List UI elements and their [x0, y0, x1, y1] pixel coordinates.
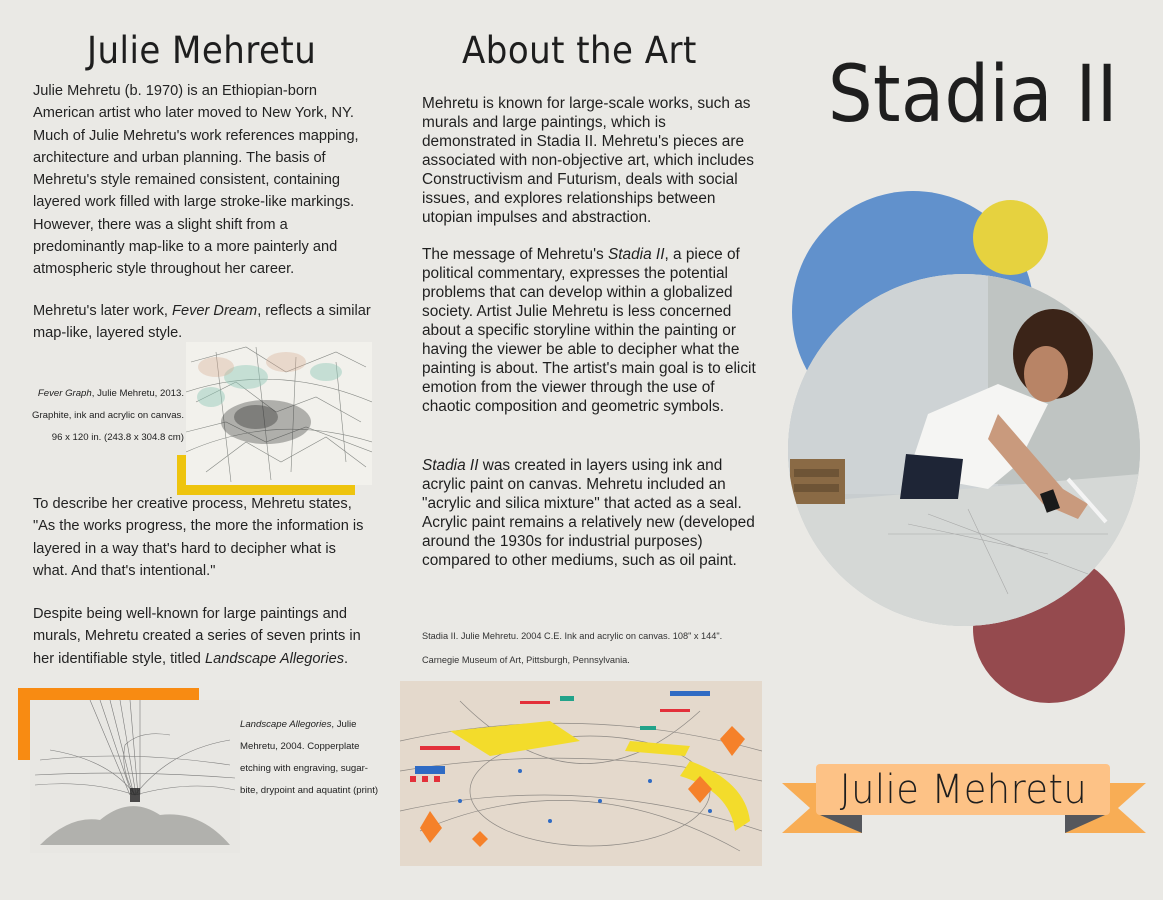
text: Stadia II. Julie Mehretu. 2004 C.E. Ink and acrylic on canvas. 108" x 144". [422, 631, 723, 641]
quote-paragraph: To describe her creative process, Mehretu states, "As the works progress, the more the information is layered in a way that's hard to decipher what is what. And that's intentional." [33, 496, 364, 579]
orange-bracket-top [18, 688, 199, 700]
about-paragraph-1: Mehretu is known for large-scale works, such as murals and large paintings, which is demonstrated in Stadia II. Mehretu's pieces are associated with non-objective art, which includes Constructivism and Futurism, deals with social issues, and explores relationships between utopian impulses and abstraction. [422, 95, 754, 226]
text: Mehretu's later work, [33, 303, 173, 319]
prints-paragraph [33, 603, 373, 670]
artwork-title: Landscape Allegories [240, 719, 332, 730]
artist-photo [788, 274, 1140, 626]
text: , Julie Mehretu, 2004. Copperplate etching with engraving, sugar-bite, drypoint and aquatint (print) [240, 719, 379, 796]
text: , reflects a similar map-like, layered style. [33, 303, 371, 342]
landscape-allegories-image [30, 700, 240, 853]
text: Despite being well-known for large paintings and murals, Mehretu created a series of seven prints in her identifiable style, titled [33, 606, 361, 667]
yellow-circle-decoration [973, 200, 1048, 275]
artwork-title: Stadia II [422, 457, 479, 474]
bio-paragraph: Julie Mehretu (b. 1970) is an Ethiopian-born American artist who later moved to New York, NY. Much of Julie Mehretu's work references mapping, architecture and urban planning. The basis of Mehretu's style remained consistent, containing layered work filled with large stroke-like markings. However, there was a slight shift from a predominantly map-like to a more painterly and atmospheric style throughout her career. [33, 83, 359, 278]
text: was created in layers using ink and acrylic paint on canvas. Mehretu included an "acrylic and silica mixture" that acted as a seal. Acrylic paint remains a relatively new (developed around the 1930s for industrial purposes) compared to other mediums, such as oil paint. [422, 457, 755, 569]
text: . [344, 650, 349, 667]
text: Graphite, ink and acrylic on canvas. [32, 410, 184, 421]
text: 96 x 120 in. (243.8 x 304.8 cm) [51, 432, 184, 443]
landscape-allegories-caption [240, 714, 380, 802]
text: Carnegie Museum of Art, Pittsburgh, Pennsylvania. [422, 655, 630, 665]
orange-bracket-left [18, 688, 30, 760]
cover-title: Stadia II [828, 50, 1118, 140]
artist-name: Julie Mehretu [839, 767, 1087, 813]
about-heading: About the Art [462, 29, 697, 72]
text: , a piece of political commentary, expresses the potential problems that can develop within a globalized society. Artist Julie Mehretu is less concerned about a specific storyline within the painting or having the viewer be able to decipher what the painting is about. The artist's main goal is to elicit emotion from the viewer through the use of chaotic composition and geometric symbols. [422, 246, 756, 415]
fever-graph-image [186, 342, 372, 485]
text: The message of Mehretu's [422, 246, 609, 263]
artwork-title: Fever Dream [172, 303, 258, 319]
later-work-paragraph [33, 300, 373, 345]
text: , Julie Mehretu, 2013. [91, 388, 184, 399]
artist-heading: Julie Mehretu [87, 29, 317, 72]
about-paragraph-3 [422, 456, 762, 570]
fever-graph-caption [20, 383, 184, 449]
stadia-ii-image [400, 681, 762, 866]
artwork-title: Fever Graph [37, 388, 92, 399]
ribbon-label [816, 764, 1110, 815]
stadia-caption [422, 624, 767, 672]
artwork-title: Landscape Allegories [204, 650, 344, 667]
about-paragraph-2 [422, 245, 762, 416]
artwork-title: Stadia II [608, 246, 665, 263]
